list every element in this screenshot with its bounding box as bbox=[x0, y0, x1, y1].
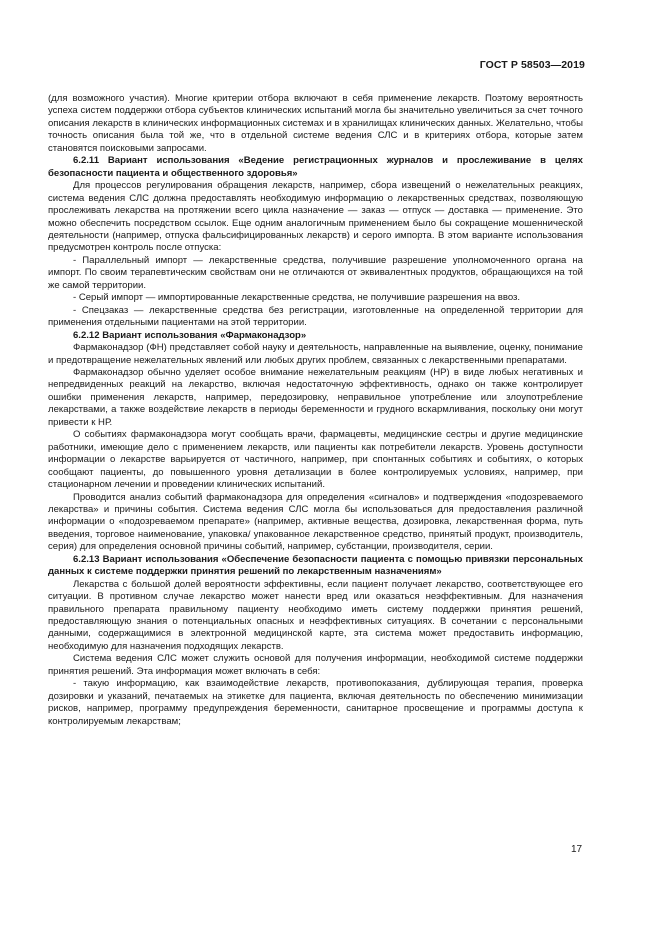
page-body bbox=[48, 93, 583, 728]
section-heading-6-2-12: 6.2.12 Вариант использования «Фармаконадзор» bbox=[73, 329, 307, 341]
paragraph: Для процессов регулирования обращения лекарств, например, сбора извещений о нежелательных реакциях, система ведения СЛС должна предоставлять необходимую информацию о лекарственных средствах, позволяющую прослеживать лекарства на протяжении всего цикла назначение — заказ — отпуск — доставка — применение. Это можно обеспечить посредством ссылок. Еще одним аналогичным применением было бы сокращение мошеннической деятельности (например, отпуска фальсифицированных лекарств) и серого импорта. В этом варианте использования предусмотрен контроль после отпуска: bbox=[48, 180, 583, 254]
list-item: - Спецзаказ — лекарственные средства без регистрации, изготовленные на определенной территории для применения отдельными пациентами на этой территории. bbox=[48, 304, 583, 329]
paragraph: Лекарства с большой долей вероятности эффективны, если пациент получает лекарство, соответствующее его ситуации. В противном случае лекарство может нанести вред или оказаться неэффективным. Для назначения правильного препарата правильному пациенту необходимо иметь систему поддержки принятия решений, предоставляющую знания о потенциальных опасных и неэффективных ситуациях. В сочетании с персональными данными, содержащимися в электронной медицинской карте, эта система может предоставить информацию, необходимую для назначения подходящих лекарств. bbox=[48, 578, 583, 652]
paragraph: Фармаконадзор обычно уделяет особое внимание нежелательным реакциям (НР) в виде любых негативных и непредвиденных реакций на лекарство, включая недостаточную эффективность, однако он также контролирует ошибки применения лекарств, например, передозировку, неправильное употребление или злоупотребление лекарствами, а также воздействие лекарств в периоды беременности и грудного вскармливания, поскольку они могут привести к НР. bbox=[48, 366, 583, 428]
paragraph: Фармаконадзор (ФН) представляет собой науку и деятельность, направленные на выявление, оценку, понимание и предотвращение нежелательных явлений или любых других проблем, связанных с лекарственными препаратами. bbox=[48, 342, 583, 366]
paragraph: (для возможного участия). Многие критерии отбора включают в себя применение лекарств. Поэтому вероятность успеха систем поддержки отбора субъектов клинических испытаний могла бы значительно увеличиться за счет точного описания лекарств в клинических информационных системах и в хранилищах клинических данных. Желательно, чтобы точность описания была той же, что в отдельной системе ведения СЛС и в критериях отбора, которые затем становятся поисковыми запросами. bbox=[48, 93, 583, 154]
standard-code-header: ГОСТ Р 58503—2019 bbox=[479, 59, 585, 71]
section-heading-6-2-11: 6.2.11 Вариант использования «Ведение регистрационных журналов и прослеживание в целях безопасности пациента и общественного здоровья» bbox=[48, 155, 583, 179]
list-item: - Параллельный импорт — лекарственные средства, получившие разрешение уполномоченного органа на импорт. По своим терапевтическим свойствам они не отличаются от эквивалентных продуктов, обращающихся на той же самой территории. bbox=[48, 254, 583, 291]
paragraph: Система ведения СЛС может служить основой для получения информации, необходимой системе поддержки принятия решений. Эта информация может включать в себя: bbox=[48, 653, 583, 677]
list-item: - такую информацию, как взаимодействие лекарств, противопоказания, дублирующая терапия, проверка дозировки и указаний, печатаемых на этикетке для пациента, включая деятельность по обеспечению минимизации рисков, например, программу предупреждения беременности, санитарное просвещение и программы доступа к контролируемым лекарствам; bbox=[48, 678, 583, 727]
paragraph: Проводится анализ событий фармаконадзора для определения «сигналов» и подтверждения «подозреваемого лекарства» и причины события. Система ведения СЛС могла бы использоваться для предоставления различной информации о «подозреваемом препарате» (например, активные вещества, дозировка, лекарственная форма, путь введения, торговое наименование, упаковка/ упакованное лекарственное средство, принятый продукт, производитель, серия) для определения основной причины событий, например, субстанции, производителя, серии. bbox=[48, 491, 583, 553]
list-item: - Серый импорт — импортированные лекарственные средства, не получившие разрешения на ввоз. bbox=[73, 292, 521, 304]
page-number: 17 bbox=[571, 844, 583, 855]
section-heading-6-2-13: 6.2.13 Вариант использования «Обеспечение безопасности пациента с помощью привязки персональных данных к системе поддержки принятия решений по лекарственным назначениям» bbox=[48, 553, 583, 578]
paragraph: О событиях фармаконадзора могут сообщать врачи, фармацевты, медицинские сестры и другие медицинские работники, имеющие дело с применением лекарств, или пациенты как потребители лекарств. Уровень доступности информации о лекарстве варьируется от частичного, например, при спонтанных событиях и событиях, о которых сообщают пациенты, до повышенного уровня детализации в более контролируемых условиях, например, при стационарном лечении и проведении клинических испытаний. bbox=[48, 429, 583, 491]
